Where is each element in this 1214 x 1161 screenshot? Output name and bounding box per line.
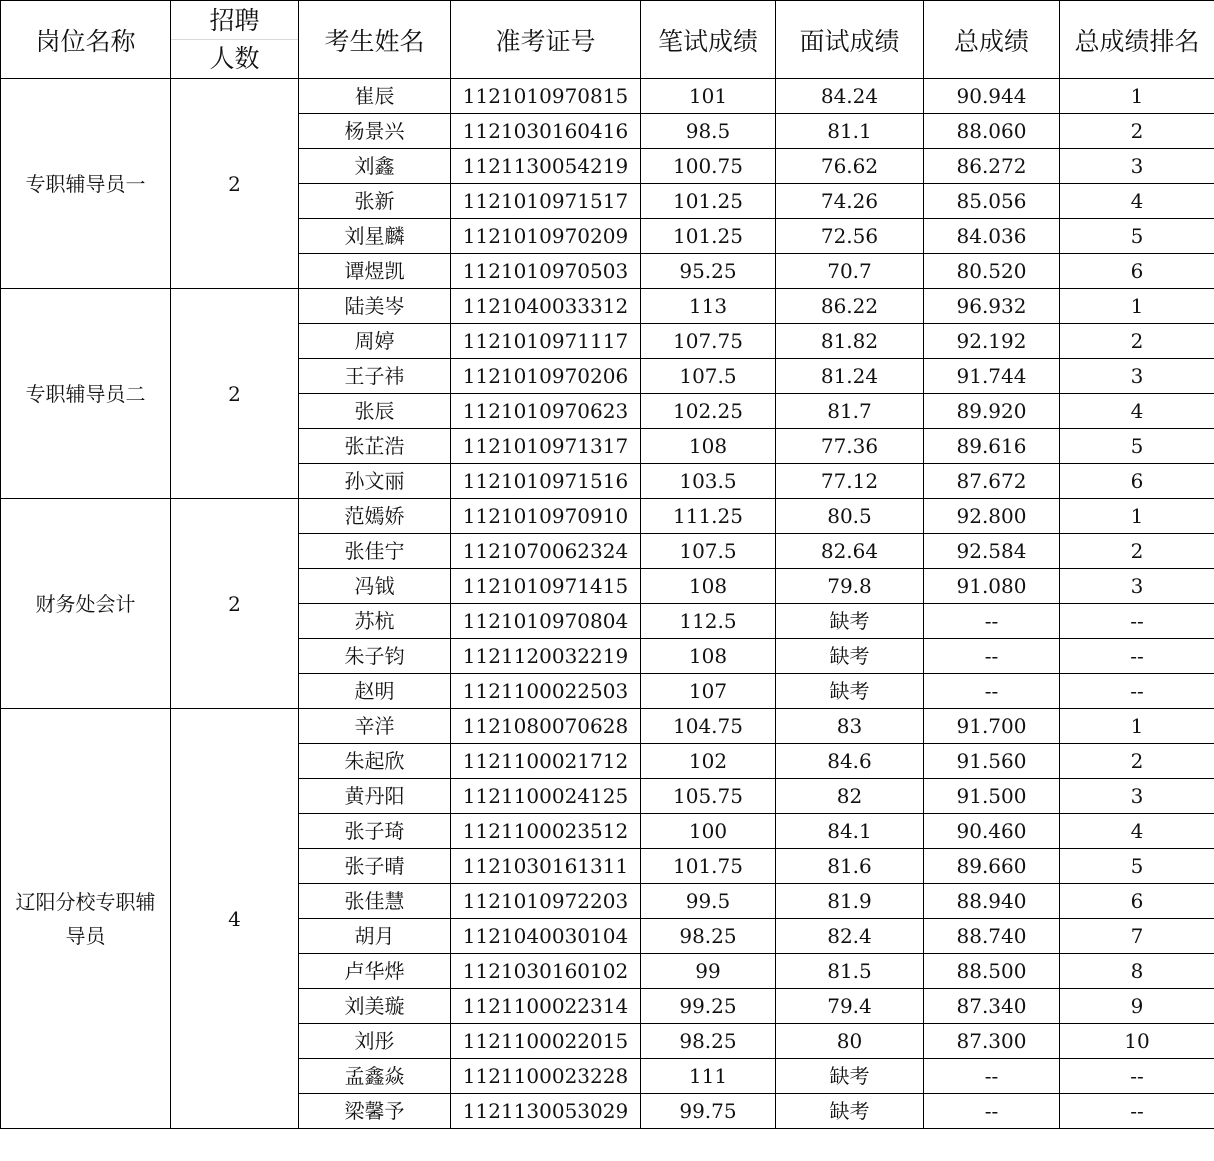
cell-interview: 82.64: [776, 534, 924, 569]
cell-rank: 4: [1060, 184, 1214, 219]
cell-rank: 6: [1060, 884, 1214, 919]
cell-name: 王子祎: [299, 359, 451, 394]
cell-total: 84.036: [924, 219, 1060, 254]
cell-exam-id: 1121080070628: [451, 709, 641, 744]
cell-interview: 86.22: [776, 289, 924, 324]
cell-exam-id: 1121010970503: [451, 254, 641, 289]
group-position-label: 辽阳分校专职辅导员: [15, 889, 156, 948]
cell-interview: 80.5: [776, 499, 924, 534]
cell-interview: 缺考: [776, 1094, 924, 1129]
cell-name: 胡月: [299, 919, 451, 954]
cell-rank: 3: [1060, 779, 1214, 814]
cell-name: 梁馨予: [299, 1094, 451, 1129]
cell-name: 张子晴: [299, 849, 451, 884]
group-headcount: 2: [171, 499, 299, 709]
header-headcount: [171, 1, 299, 79]
cell-name: 孟鑫焱: [299, 1059, 451, 1094]
cell-written: 112.5: [641, 604, 776, 639]
cell-exam-id: 1121100022503: [451, 674, 641, 709]
cell-interview: 79.4: [776, 989, 924, 1024]
group-position-label: 专职辅导员一: [25, 171, 146, 196]
cell-written: 105.75: [641, 779, 776, 814]
cell-written: 98.5: [641, 114, 776, 149]
cell-total: --: [924, 1059, 1060, 1094]
cell-written: 100: [641, 814, 776, 849]
cell-written: 98.25: [641, 919, 776, 954]
cell-exam-id: 1121030161311: [451, 849, 641, 884]
cell-interview: 缺考: [776, 639, 924, 674]
table-row: [1, 499, 1214, 534]
table-body: [1, 79, 1214, 1129]
cell-name: 张子琦: [299, 814, 451, 849]
cell-interview: 81.82: [776, 324, 924, 359]
cell-exam-id: 1121130054219: [451, 149, 641, 184]
cell-written: 103.5: [641, 464, 776, 499]
cell-exam-id: 1121010970815: [451, 79, 641, 114]
cell-total: --: [924, 674, 1060, 709]
cell-total: 88.060: [924, 114, 1060, 149]
cell-interview: 79.8: [776, 569, 924, 604]
cell-total: 89.920: [924, 394, 1060, 429]
cell-written: 100.75: [641, 149, 776, 184]
cell-name: 刘星麟: [299, 219, 451, 254]
cell-name: 辛洋: [299, 709, 451, 744]
cell-rank: 5: [1060, 429, 1214, 464]
cell-name: 孙文丽: [299, 464, 451, 499]
header-rank: 总成绩排名: [1060, 1, 1214, 79]
cell-exam-id: 1121040030104: [451, 919, 641, 954]
cell-exam-id: 1121100022314: [451, 989, 641, 1024]
cell-name: 周婷: [299, 324, 451, 359]
cell-written: 101.25: [641, 184, 776, 219]
cell-written: 108: [641, 569, 776, 604]
cell-total: 91.700: [924, 709, 1060, 744]
cell-rank: 1: [1060, 709, 1214, 744]
cell-interview: 83: [776, 709, 924, 744]
cell-rank: 6: [1060, 254, 1214, 289]
header-name: 考生姓名: [299, 1, 451, 79]
cell-name: 张佳宁: [299, 534, 451, 569]
cell-interview: 81.24: [776, 359, 924, 394]
cell-exam-id: 1121030160102: [451, 954, 641, 989]
cell-interview: 72.56: [776, 219, 924, 254]
cell-name: 张佳慧: [299, 884, 451, 919]
table-row: [1, 79, 1214, 114]
cell-rank: 3: [1060, 569, 1214, 604]
cell-exam-id: 1121100023228: [451, 1059, 641, 1094]
group-position: [1, 709, 171, 1129]
cell-name: 赵明: [299, 674, 451, 709]
cell-rank: 4: [1060, 394, 1214, 429]
cell-name: 谭煜凯: [299, 254, 451, 289]
cell-total: 91.744: [924, 359, 1060, 394]
cell-total: 91.500: [924, 779, 1060, 814]
cell-rank: 5: [1060, 849, 1214, 884]
cell-exam-id: 1121010971516: [451, 464, 641, 499]
cell-total: 89.616: [924, 429, 1060, 464]
cell-rank: 9: [1060, 989, 1214, 1024]
cell-total: 88.940: [924, 884, 1060, 919]
cell-exam-id: 1121010970623: [451, 394, 641, 429]
cell-total: 80.520: [924, 254, 1060, 289]
cell-total: 91.080: [924, 569, 1060, 604]
table-row: [1, 709, 1214, 744]
cell-written: 102: [641, 744, 776, 779]
cell-written: 111.25: [641, 499, 776, 534]
cell-written: 107.75: [641, 324, 776, 359]
cell-interview: 84.24: [776, 79, 924, 114]
cell-written: 111: [641, 1059, 776, 1094]
cell-written: 108: [641, 429, 776, 464]
group-headcount: 4: [171, 709, 299, 1129]
cell-name: 张芷浩: [299, 429, 451, 464]
cell-written: 99.75: [641, 1094, 776, 1129]
cell-total: --: [924, 1094, 1060, 1129]
cell-rank: 2: [1060, 534, 1214, 569]
group-position: [1, 499, 171, 709]
cell-written: 101.25: [641, 219, 776, 254]
cell-exam-id: 1121010970804: [451, 604, 641, 639]
table-row: [1, 289, 1214, 324]
cell-exam-id: 1121010970209: [451, 219, 641, 254]
group-headcount: 2: [171, 289, 299, 499]
cell-written: 99.25: [641, 989, 776, 1024]
cell-total: 90.944: [924, 79, 1060, 114]
cell-interview: 81.5: [776, 954, 924, 989]
cell-rank: --: [1060, 674, 1214, 709]
cell-exam-id: 1121040033312: [451, 289, 641, 324]
cell-name: 张辰: [299, 394, 451, 429]
cell-rank: --: [1060, 1059, 1214, 1094]
cell-written: 113: [641, 289, 776, 324]
cell-written: 104.75: [641, 709, 776, 744]
cell-interview: 74.26: [776, 184, 924, 219]
cell-written: 102.25: [641, 394, 776, 429]
cell-interview: 缺考: [776, 604, 924, 639]
cell-exam-id: 1121100022015: [451, 1024, 641, 1059]
cell-total: 87.672: [924, 464, 1060, 499]
cell-exam-id: 1121010971415: [451, 569, 641, 604]
cell-rank: 5: [1060, 219, 1214, 254]
cell-exam-id: 1121030160416: [451, 114, 641, 149]
cell-name: 苏杭: [299, 604, 451, 639]
cell-written: 108: [641, 639, 776, 674]
header-total: 总成绩: [924, 1, 1060, 79]
cell-rank: 10: [1060, 1024, 1214, 1059]
cell-name: 朱起欣: [299, 744, 451, 779]
cell-name: 冯钺: [299, 569, 451, 604]
cell-interview: 缺考: [776, 1059, 924, 1094]
cell-interview: 77.36: [776, 429, 924, 464]
cell-exam-id: 1121010971517: [451, 184, 641, 219]
cell-total: 92.584: [924, 534, 1060, 569]
cell-total: 92.192: [924, 324, 1060, 359]
cell-exam-id: 1121100021712: [451, 744, 641, 779]
group-position: [1, 289, 171, 499]
cell-name: 范嫣娇: [299, 499, 451, 534]
cell-total: --: [924, 604, 1060, 639]
cell-rank: 1: [1060, 79, 1214, 114]
cell-rank: 4: [1060, 814, 1214, 849]
cell-rank: 2: [1060, 324, 1214, 359]
cell-rank: 6: [1060, 464, 1214, 499]
cell-interview: 81.7: [776, 394, 924, 429]
cell-written: 107: [641, 674, 776, 709]
header-exam-id: 准考证号: [451, 1, 641, 79]
cell-rank: 2: [1060, 114, 1214, 149]
cell-total: 87.300: [924, 1024, 1060, 1059]
header-headcount-top: 招聘: [171, 2, 298, 40]
cell-exam-id: 1121100023512: [451, 814, 641, 849]
cell-interview: 84.6: [776, 744, 924, 779]
cell-name: 卢华烨: [299, 954, 451, 989]
cell-name: 刘鑫: [299, 149, 451, 184]
cell-interview: 82.4: [776, 919, 924, 954]
cell-total: 85.056: [924, 184, 1060, 219]
cell-rank: 7: [1060, 919, 1214, 954]
header-headcount-bottom: 人数: [209, 44, 260, 73]
cell-exam-id: 1121010970206: [451, 359, 641, 394]
cell-rank: --: [1060, 1094, 1214, 1129]
cell-written: 101: [641, 79, 776, 114]
cell-rank: 2: [1060, 744, 1214, 779]
group-position: [1, 79, 171, 289]
cell-written: 107.5: [641, 359, 776, 394]
cell-name: 张新: [299, 184, 451, 219]
cell-exam-id: 1121100024125: [451, 779, 641, 814]
cell-name: 陆美岑: [299, 289, 451, 324]
group-position-label: 专职辅导员二: [25, 381, 146, 406]
cell-written: 107.5: [641, 534, 776, 569]
cell-interview: 81.1: [776, 114, 924, 149]
cell-total: 92.800: [924, 499, 1060, 534]
group-position-label: 财务处会计: [35, 591, 136, 616]
cell-written: 99.5: [641, 884, 776, 919]
cell-exam-id: 1121120032219: [451, 639, 641, 674]
cell-rank: 8: [1060, 954, 1214, 989]
cell-interview: 81.9: [776, 884, 924, 919]
cell-written: 95.25: [641, 254, 776, 289]
cell-exam-id: 1121010971117: [451, 324, 641, 359]
cell-rank: 3: [1060, 149, 1214, 184]
cell-rank: --: [1060, 639, 1214, 674]
cell-total: 96.932: [924, 289, 1060, 324]
header-written: 笔试成绩: [641, 1, 776, 79]
cell-written: 98.25: [641, 1024, 776, 1059]
cell-name: 刘美璇: [299, 989, 451, 1024]
cell-total: --: [924, 639, 1060, 674]
cell-name: 杨景兴: [299, 114, 451, 149]
group-headcount: 2: [171, 79, 299, 289]
header-interview: 面试成绩: [776, 1, 924, 79]
cell-interview: 84.1: [776, 814, 924, 849]
cell-interview: 80: [776, 1024, 924, 1059]
cell-rank: --: [1060, 604, 1214, 639]
cell-rank: 1: [1060, 289, 1214, 324]
cell-exam-id: 1121010971317: [451, 429, 641, 464]
header-position: 岗位名称: [1, 1, 171, 79]
cell-rank: 3: [1060, 359, 1214, 394]
cell-written: 101.75: [641, 849, 776, 884]
cell-interview: 82: [776, 779, 924, 814]
cell-name: 朱子钧: [299, 639, 451, 674]
cell-interview: 81.6: [776, 849, 924, 884]
cell-exam-id: 1121010970910: [451, 499, 641, 534]
cell-rank: 1: [1060, 499, 1214, 534]
cell-name: 刘彤: [299, 1024, 451, 1059]
cell-exam-id: 1121010972203: [451, 884, 641, 919]
cell-total: 90.460: [924, 814, 1060, 849]
cell-exam-id: 1121070062324: [451, 534, 641, 569]
cell-name: 黄丹阳: [299, 779, 451, 814]
cell-exam-id: 1121130053029: [451, 1094, 641, 1129]
header-row: [1, 1, 1214, 79]
cell-total: 91.560: [924, 744, 1060, 779]
cell-name: 崔辰: [299, 79, 451, 114]
cell-interview: 76.62: [776, 149, 924, 184]
cell-written: 99: [641, 954, 776, 989]
cell-interview: 77.12: [776, 464, 924, 499]
cell-total: 88.740: [924, 919, 1060, 954]
cell-total: 86.272: [924, 149, 1060, 184]
cell-interview: 70.7: [776, 254, 924, 289]
cell-total: 88.500: [924, 954, 1060, 989]
cell-interview: 缺考: [776, 674, 924, 709]
cell-total: 87.340: [924, 989, 1060, 1024]
cell-total: 89.660: [924, 849, 1060, 884]
